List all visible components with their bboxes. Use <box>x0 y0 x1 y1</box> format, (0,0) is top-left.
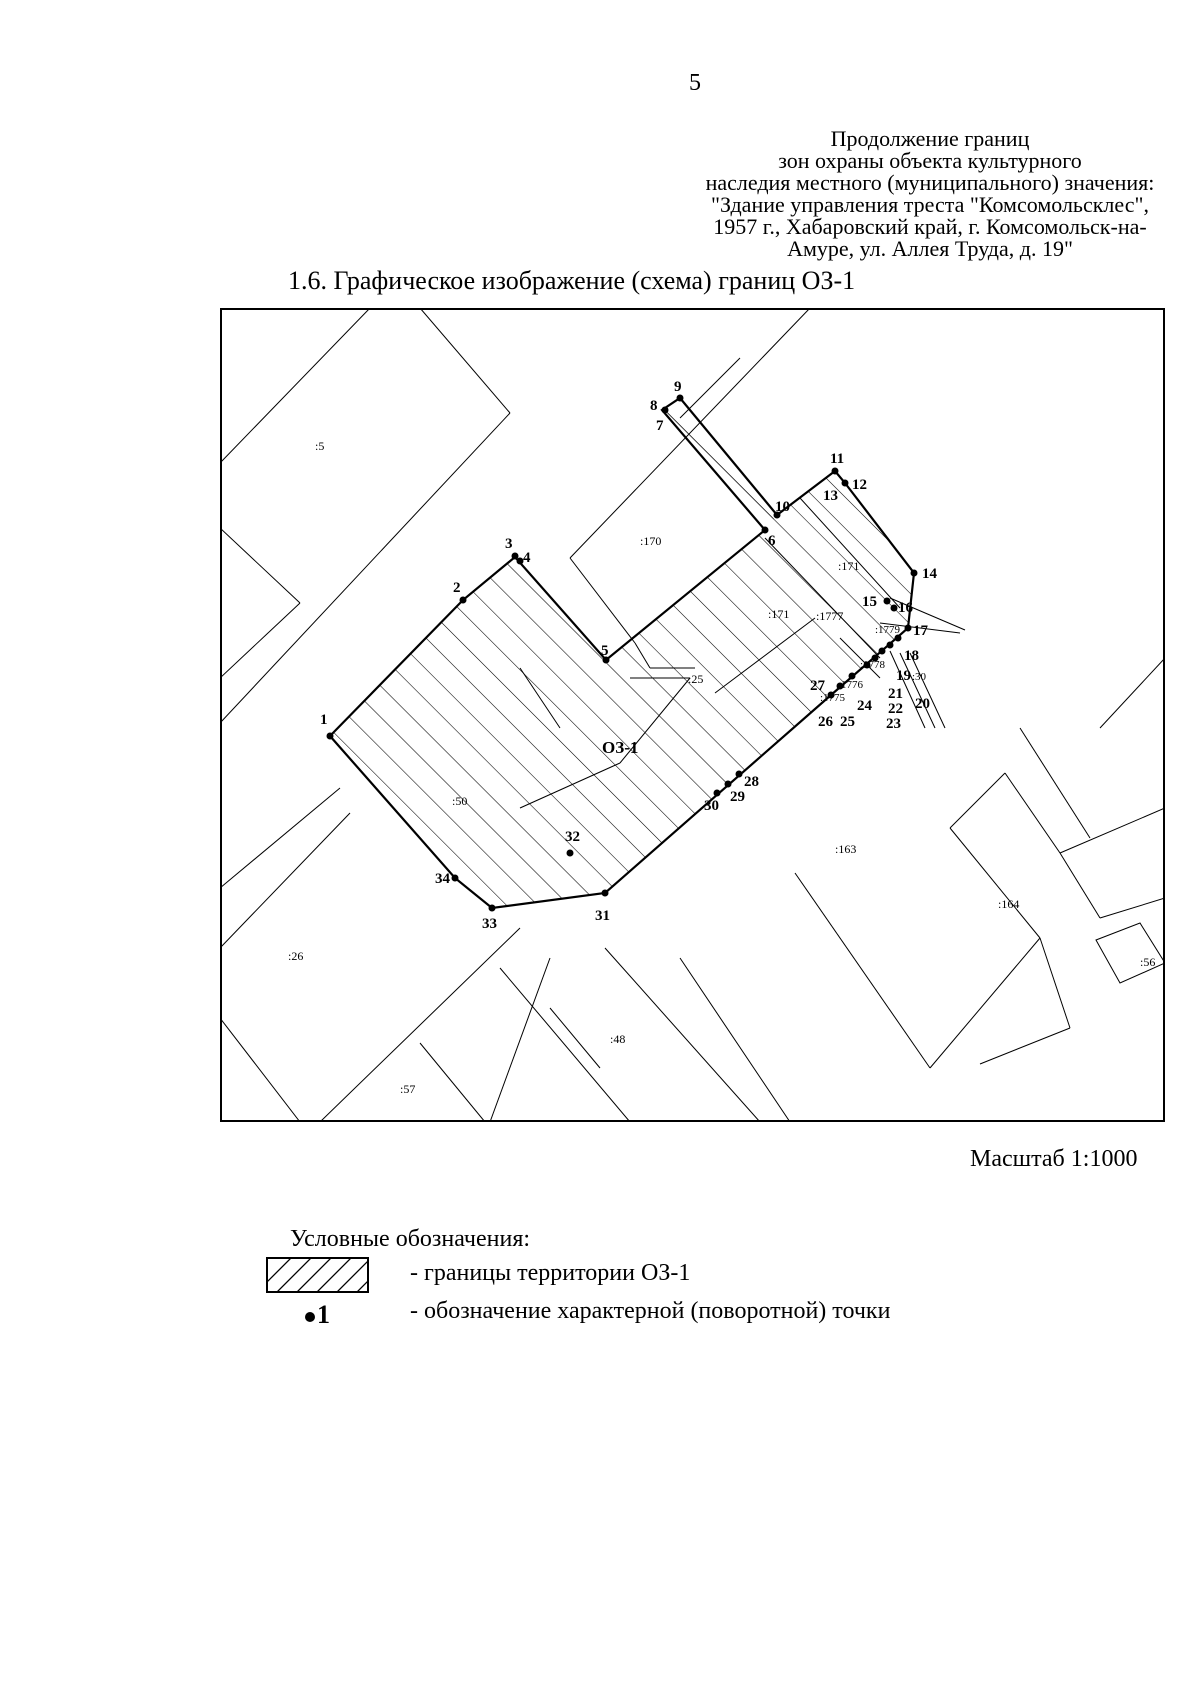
point-label: 32 <box>565 829 580 845</box>
point-label: 4 <box>523 550 531 566</box>
point-label: 33 <box>482 916 497 932</box>
parcel-label: :164 <box>998 897 1020 911</box>
page-number: 5 <box>689 70 701 96</box>
point-label: 21 <box>888 686 903 702</box>
point-label: 17 <box>913 623 928 639</box>
point-label: 11 <box>830 451 845 467</box>
legend-item-point <box>265 1294 1025 1334</box>
point-label: 18 <box>904 648 919 664</box>
parcel-label: :57 <box>400 1082 416 1096</box>
parcel-label: :171 <box>838 559 860 573</box>
header-line: наследия местного (муниципального) значения: <box>705 170 1155 195</box>
point-label: 3 <box>505 536 513 552</box>
point-label: 24 <box>857 698 872 714</box>
point-label: 7 <box>656 418 664 434</box>
parcel-label: :48 <box>610 1032 626 1046</box>
parcel-label: :171 <box>768 607 790 621</box>
point-label: 19 <box>896 668 911 684</box>
dot-icon <box>305 1312 315 1322</box>
parcel-label: :26 <box>288 949 304 963</box>
point-label: 28 <box>744 774 759 790</box>
parcel-label: :1776 <box>838 679 864 691</box>
parcel-label: :5 <box>315 439 325 453</box>
header-line: 1957 г., Хабаровский край, г. Комсомольск-на- <box>713 214 1147 239</box>
point-label: 26 <box>818 714 833 730</box>
parcel-label: :1775 <box>820 692 846 704</box>
zone-oz1 <box>330 398 914 908</box>
point-label: 10 <box>775 499 790 515</box>
point-label: 13 <box>823 488 838 504</box>
point-label: 29 <box>730 789 745 805</box>
point-label: 25 <box>840 714 855 730</box>
point-symbol <box>305 1300 330 1330</box>
point-label: 9 <box>674 379 682 395</box>
point-label: 2 <box>453 580 461 596</box>
parcel-label: :56 <box>1140 955 1156 969</box>
zone-label: ОЗ-1 <box>602 738 639 757</box>
legend-title: Условные обозначения: <box>290 1226 531 1252</box>
parcel-label: :1777 <box>816 609 844 623</box>
point-label: 5 <box>601 643 609 659</box>
point-label: 20 <box>915 696 930 712</box>
point-label: 6 <box>768 533 776 549</box>
point-label: 1 <box>320 712 328 728</box>
point-label: 34 <box>435 871 450 887</box>
header-line: Продолжение границ <box>830 126 1030 151</box>
point-label: 14 <box>922 566 937 582</box>
header-line: зон охраны объекта культурного <box>778 148 1082 173</box>
point-label: 12 <box>852 477 867 493</box>
parcel-label: :50 <box>452 794 468 808</box>
hatch-swatch-icon <box>265 1256 370 1294</box>
parcel-label: :1779 <box>875 624 901 636</box>
legend-point-text: - обозначение характерной (поворотной) точки <box>410 1298 891 1324</box>
point-label: 30 <box>704 798 719 814</box>
point-label: 22 <box>888 701 903 717</box>
point-label: 8 <box>650 398 658 414</box>
point-label: 27 <box>810 678 825 694</box>
boundary-map <box>220 308 1165 1122</box>
point-symbol-number: 1 <box>317 1300 330 1329</box>
parcel-label: :25 <box>688 672 704 686</box>
header-line: "Здание управления треста "Комсомольсклес", <box>711 192 1149 217</box>
parcel-label: :163 <box>835 842 857 856</box>
point-label: 23 <box>886 716 901 732</box>
point-label: 16 <box>898 600 913 616</box>
header-line: Амуре, ул. Аллея Труда, д. 19" <box>787 236 1073 261</box>
scale-text: Масштаб 1:1000 <box>970 1146 1138 1172</box>
parcel-label: :30 <box>912 671 927 683</box>
legend-boundary-text: - границы территории ОЗ-1 <box>410 1260 691 1286</box>
header-block <box>640 128 1200 260</box>
parcel-label: :170 <box>640 534 662 548</box>
parcel-label: :1778 <box>860 659 886 671</box>
point-label: 15 <box>862 594 877 610</box>
section-title: 1.6. Графическое изображение (схема) границ ОЗ-1 <box>288 266 856 295</box>
legend-item-boundary <box>265 1256 965 1296</box>
point-label: 31 <box>595 908 610 924</box>
